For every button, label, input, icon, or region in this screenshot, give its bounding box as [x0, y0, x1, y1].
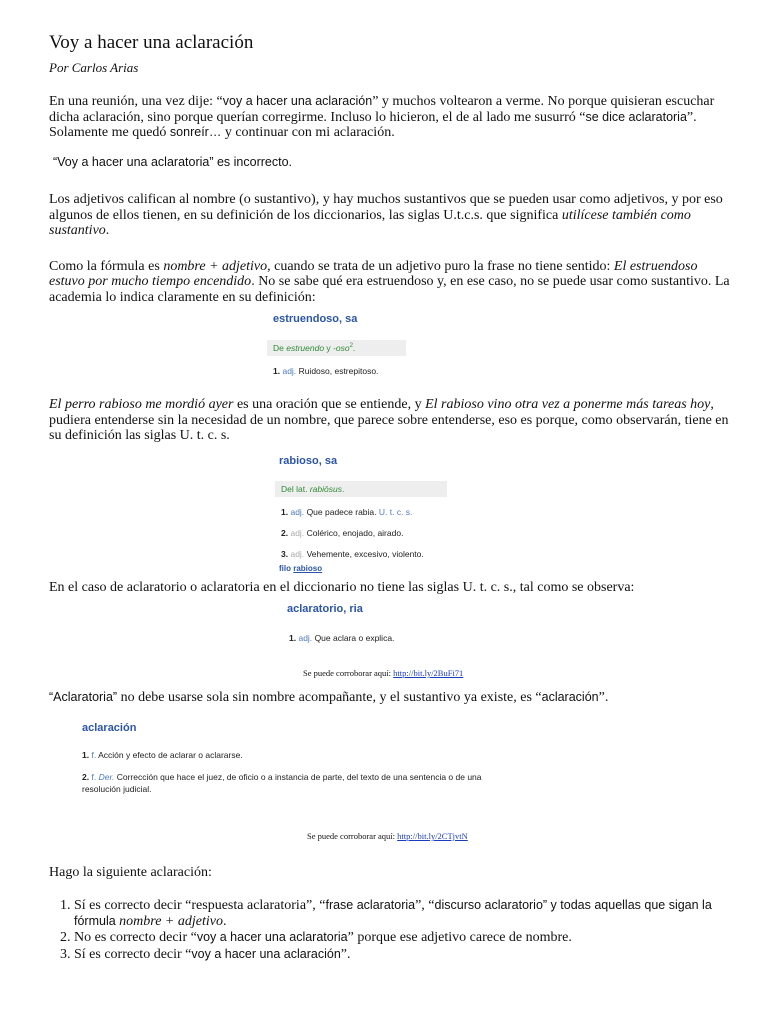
- source-note-2: Se puede corroborar aquí: http://bit.ly/2CTjvtN: [307, 831, 468, 841]
- entry-headword: rabioso, sa: [279, 455, 338, 467]
- paragraph-rabioso: El perro rabioso me mordió ayer es una oración que se entiende, y El rabioso vino otra vez a ponerme más tareas hoy, pudiera entenderse sin la necesidad de un nombre, que parece sobre entenderse, eso es porque, como observarán, tiene en su definición las siglas U. t. c. s.: [49, 397, 729, 443]
- dictionary-entry-aclaratorio: [285, 603, 465, 643]
- entry-definition-3: 3. adj. Vehemente, excesivo, violento.: [281, 549, 424, 559]
- entry-definition-2: 2. adj. Colérico, enojado, airado.: [281, 528, 404, 538]
- document: [49, 32, 731, 319]
- filo-rabioso-link[interactable]: rabioso: [293, 564, 323, 573]
- entry-headword: estruendoso, sa: [273, 313, 358, 325]
- paragraph-statement: “Voy a hacer una aclaratoria” es incorrecto.: [53, 154, 293, 169]
- source-note-1: Se puede corroborar aquí: http://bit.ly/2BuFi71: [303, 668, 464, 678]
- paragraph-conclusion-intro: Hago la siguiente aclaración:: [49, 865, 212, 880]
- list-item: 2. No es correcto decir “voy a hacer una aclaratoria” porque ese adjetivo carece de nombre.: [74, 930, 731, 946]
- list-item: 1. Sí es correcto decir “respuesta aclaratoria”, “frase aclaratoria”, “discurso aclaratorio” y todas aquellas que sigan la fórmula nombre + adjetivo.: [74, 898, 731, 929]
- byline: [49, 60, 731, 76]
- paragraph-intro: En una reunión, una vez dije: “voy a hacer una aclaración” y muchos voltearon a verme. No porque quisieran escuchar dicha aclaración, sino porque querían corregirme. Incluso lo hicieron, el de al lado me susurró “se dice aclaratoria”. Solamente me quedó sonreír… y continuar con mi aclaración.: [49, 94, 715, 140]
- entry-definition-1: 1. adj. Que padece rabia. U. t. c. s.: [281, 507, 413, 517]
- list-item: 3. Sí es correcto decir “voy a hacer una aclaración”.: [74, 947, 731, 963]
- entry-headword: aclaratorio, ria: [287, 603, 363, 615]
- entry-etymology: De estruendo y -oso$^2$.: [267, 340, 406, 356]
- entry-definition-2: 2. f. Der. Corrección que hace el juez, de oficio o a instancia de parte, del texto de una sentencia o de una resolución judicial.: [82, 772, 482, 794]
- entry-headword: aclaración: [82, 722, 137, 734]
- source-link-1[interactable]: http://bit.ly/2BuFi71: [393, 668, 464, 678]
- paragraph-formula: Como la fórmula es nombre + adjetivo, cuando se trata de un adjetivo puro la frase no tiene sentido: El estruendoso estuvo por mucho tiempo encendido. No se sabe qué era estruendoso y, en ese caso, no se puede usar como sustantivo. La academia lo indica claramente en su definición:: [49, 258, 730, 305]
- dictionary-entry-aclaracion: [80, 722, 508, 795]
- source-link-2[interactable]: http://bit.ly/2CTjvtN: [397, 831, 468, 841]
- entry-definition: 1. adj. Que aclara o explica.: [289, 633, 395, 643]
- author: Por Carlos Arias: [49, 60, 139, 75]
- paragraph-aclaratorio: En el caso de aclaratorio o aclaratoria en el diccionario no tiene las siglas U. t. c. s., tal como se observa:: [49, 580, 635, 595]
- filo-line: filo rabioso: [279, 564, 323, 573]
- conclusion-list: [49, 898, 731, 963]
- entry-definition-1: 1. f. Acción y efecto de aclarar o aclararse.: [82, 750, 243, 760]
- paragraph-aclaracion: “Aclaratoria” no debe usarse sola sin nombre acompañante, y el sustantivo ya existe, es “aclaración”.: [49, 690, 609, 705]
- paragraph-adjectives: Los adjetivos califican al nombre (o sustantivo), y hay muchos sustantivos que se pueden usar como adjetivos, y por eso algunos de ellos tienen, en su definición de los diccionarios, las siglas U.t.c.s. que significa utilícese también como sustantivo.: [49, 192, 723, 238]
- dictionary-entry-rabioso: [275, 455, 447, 573]
- entry-definition: 1. adj. Ruidoso, estrepitoso.: [273, 366, 379, 376]
- dictionary-entry-estruendoso: [267, 313, 406, 376]
- page-title: Voy a hacer una aclaración: [49, 32, 254, 53]
- entry-etymology: Del lat. rabiōsus.: [275, 481, 447, 497]
